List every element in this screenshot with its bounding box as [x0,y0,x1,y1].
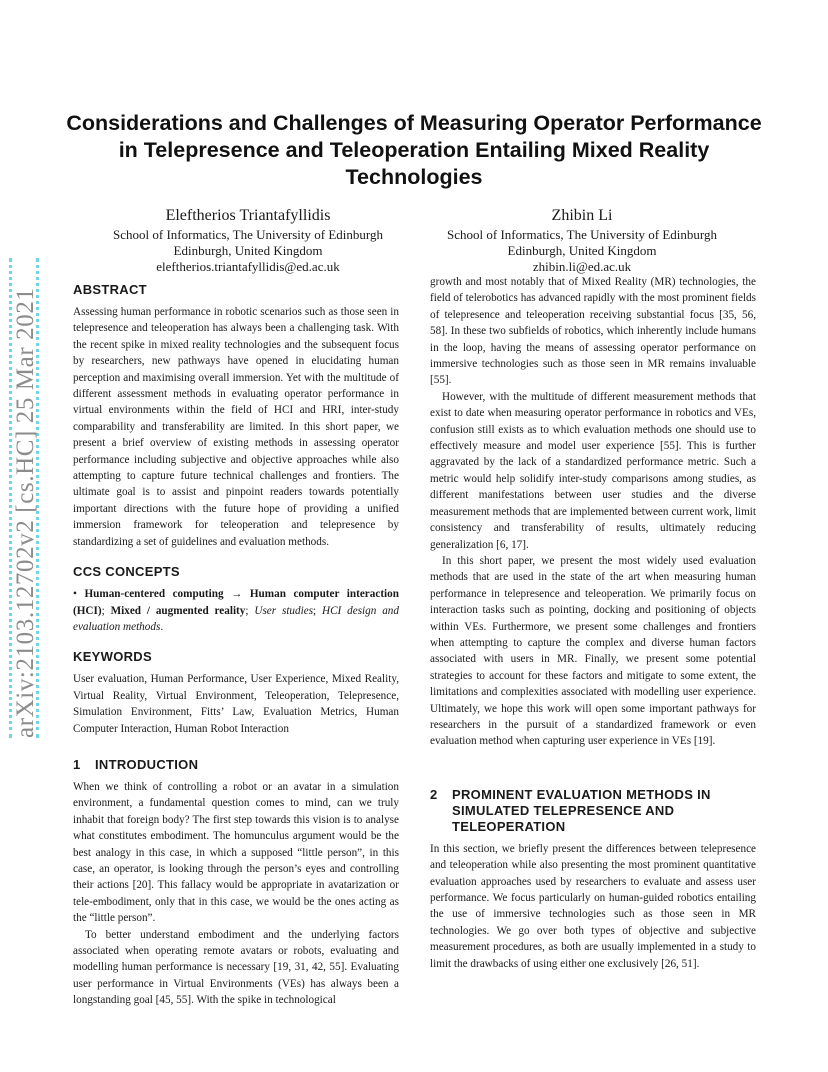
author-name: Eleftherios Triantafyllidis [165,207,331,224]
section-title: PROMINENT EVALUATION METHODS IN SIMULATED TELEPRESENCE AND TELEOPERATION [452,786,711,834]
section-2-paragraph-1: In this section, we briefly present the differences between telepresence and teleoperation while also presenting the most prominent quantitative evaluation approaches used by researchers to evaluate and assess user performance. We focus particularly on human-guided robotics entailing the use of immersive technologies such as those seen in MR technologies. We go over both types of objective and subjective measurement procedures, as both are usually implemented in a study to limit the drawbacks of using either one exclusively [26, 51]. [430,842,756,970]
author-email[interactable]: eleftherios.triantafyllidis@ed.ac.uk [156,259,340,275]
arxiv-identifier[interactable]: arXiv:2103.12702v2 [cs.HC] 25 Mar 2021 [12,287,39,738]
author-location: Edinburgh, United Kingdom [173,243,323,259]
section-title: INTRODUCTION [95,756,199,772]
ccs-arrow: → [231,588,243,601]
keywords-text: User evaluation, Human Performance, User Experience, Mixed Reality, Virtual Reality, Virtual Environment, Teleoperation, Telepresence, Simulation Environment, Fitts’ Law, Evaluation Metrics, Human Computer Interaction, Human Robot Interaction [73,673,399,735]
author-affiliation: School of Informatics, The University of Edinburgh [447,227,717,242]
author-affiliation: School of Informatics, The University of Edinburgh [113,227,383,242]
left-column [73,282,399,1009]
ccs-bullet: • [73,588,77,601]
ccs-concept: HCI design and evaluation methods [73,604,399,633]
intro-paragraph-4: However, with the multitude of different measurement methods that exist to date when measuring operator performance in robotics and VEs, confusion still exists as to which evaluation methods one should use to effectively measure and model user experience [55]. This is further aggravated by the lack of a standardized performance metric. Such a metric would help solidify inter-study comparisons among studies, as different manifestations between user studies and the diverse measurement methods that are implemented between current work, limit consistency and transferability of results, ultimately reducing generalization [6, 17]. [430,390,756,551]
intro-heading [73,757,399,773]
right-column [430,274,756,972]
author-name: Zhibin Li [551,207,613,224]
abstract-heading: ABSTRACT [73,282,147,297]
section-number: 1 [73,756,81,772]
ccs-concept: Human-centered computing [84,588,224,601]
intro-paragraph-5: In this short paper, we present the most widely used evaluation methods that are used in the state of the art when measuring human performance in telepresence and teleoperation. We primarily focus on interaction tasks such as pointing, docking and positioning of objects within VEs. Furthermore, we present some challenges and frontiers when attempting to capture the complex and diverse human factors associated with users in MR. Finally, we present some potential strategies to account for these factors and mitigate to some extent, the limitations and complexities associated with modelling user experience. Ultimately, we hope this work will open some important pathways for researchers in the pursuit of a standardized framework or even evaluation method when capturing user experience in VEs [19]. [430,554,756,748]
author-block-2 [404,206,760,276]
ccs-concepts [73,586,399,635]
ccs-concept: Mixed / augmented reality [110,604,246,617]
section-number: 2 [430,786,438,802]
keywords-heading: KEYWORDS [73,649,152,665]
arxiv-stamp [6,258,46,738]
abstract-text: Assessing human performance in robotic scenarios such as those seen in telepresence and teleoperation has always been a challenging task. With the recent spike in mixed reality technologies and the subsequent focus by researchers, new pathways have opened in elucidating human perception and maximising overall immersion. Yet with the multitude of different assessment methods in evaluating operator performance in virtual environments within the field of HCI and HRI, inter-study comparability and transferability are limited. In this short paper, we present a brief overview of existing methods in assessing operator performance including subjective and objective approaches while also attempting to capture future technical challenges and frontiers. The ultimate goal is to assist and pinpoint readers towards potentially important directions with the future hope of providing a unified immersion framework for teleoperation and telepresence by standardizing a set of guidelines and evaluation methods. [73,306,399,548]
section-2-heading [430,787,756,835]
author-location: Edinburgh, United Kingdom [507,243,657,259]
ccs-concept: Human computer interaction (HCI) [73,588,399,617]
ccs-separator: ; [101,604,111,617]
intro-paragraph-2: To better understand embodiment and the underlying factors associated when operating remote avatars or robots, evaluating and modelling human performance is necessary [19, 31, 42, 55]. Evaluating user performance in Virtual Environments (VEs) has always been a longstanding goal [45, 55]. With the spike in technological [73,928,399,1007]
intro-paragraph-1: When we think of controlling a robot or an avatar in a simulation environment, a fundamental question comes to mind, can we truly inhabit that foreign body? The first step towards this vision is to analyse what constitutes embodiment. The homunculus argument would be the best analogy in this case, in which a supposed “little person”, in this case, an operator, is looking through the person’s eyes and controlling their actions [20]. This fallacy would be appropriate in avatarization or tele-embodiment, only that in this case, we would be the ones acting as the “little person”. [73,780,399,925]
author-block-1 [70,206,426,276]
ccs-separator: ; [313,604,323,617]
ccs-concept: User studies [254,604,314,617]
ccs-heading: CCS CONCEPTS [73,564,180,580]
author-email[interactable]: zhibin.li@ed.ac.uk [532,259,632,275]
section-2 [430,787,756,972]
ccs-separator: ; [245,604,255,617]
intro-paragraph-3: growth and most notably that of Mixed Reality (MR) technologies, the field of telerobotics has advanced rapidly with the most prominent fields of telepresence and teleoperation receiving substantial focus [35, 56, 58]. In these two subfields of robotics, which inherently include humans in the loop, having the means of assessing operator performance on immersive technologies such as those seen in MR remains invaluable [55]. [430,276,756,387]
ccs-end: . [160,620,164,633]
paper-title: Considerations and Challenges of Measuring Operator Performance in Telepresence and Teleoperation Entailing Mixed Reality Technologies [66,111,762,189]
